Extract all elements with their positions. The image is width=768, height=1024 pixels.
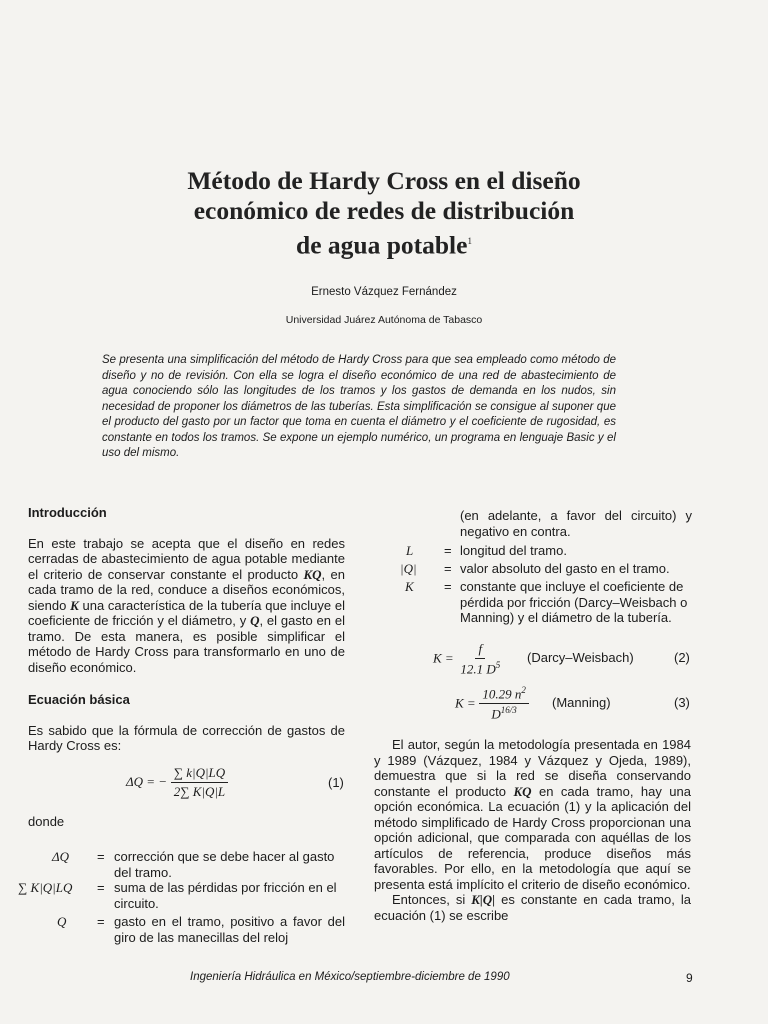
right-p2-text-a: Entonces, si (392, 892, 466, 907)
eq3-den-base: D (491, 706, 501, 722)
def-l-equals: = (444, 543, 452, 558)
def-absq-equals: = (444, 561, 452, 576)
right-paragraph-2 (374, 892, 691, 923)
def-q-symbol: Q (57, 914, 67, 929)
equation-3 (455, 685, 529, 723)
title-line-2: económico de redes de distribución (193, 196, 575, 225)
left-column (28, 505, 345, 754)
eq2-denominator (457, 659, 503, 677)
eq2-lhs: K = (433, 650, 454, 666)
eq2-den-base: 12.1 D (460, 661, 496, 677)
eq1-number: (1) (328, 775, 344, 790)
donde-label: donde (28, 814, 65, 829)
eq2-fraction (457, 641, 503, 677)
author-name: Ernesto Vázquez Fernández (311, 286, 457, 298)
title-line-3 (0, 226, 768, 261)
eq2-den-exponent: 5 (495, 660, 501, 670)
ecuacion-paragraph: Es sabido que la fórmula de corrección de gastos de Hardy Cross es: (28, 722, 345, 753)
def-q-equals: = (97, 914, 105, 929)
eq3-numerator (479, 685, 529, 704)
def-k-text: constante que incluye el coeficiente de pérdida por fricción (Darcy–Weisbach o Manning) y el diámetro de la tubería. (460, 579, 688, 625)
intro-kq: KQ (303, 566, 322, 582)
paper-title (0, 166, 768, 261)
right-p1-kq: KQ (513, 783, 532, 799)
def-q-continuation: (en adelante, a favor del circuito) y negativo en contra. (460, 508, 692, 539)
def-l-symbol: L (406, 543, 414, 558)
eq3-number: (3) (674, 695, 690, 710)
affiliation: Universidad Juárez Autónoma de Tabasco (285, 314, 483, 326)
title-line-3-text: de agua potable (296, 230, 468, 260)
def-dq-equals: = (97, 849, 105, 864)
title-line-1: Método de Hardy Cross en el diseño (187, 166, 581, 195)
eq2-number: (2) (674, 650, 690, 665)
eq3-denominator (488, 704, 519, 722)
right-p2-text-b: es constante en cada tramo, la ecuación (1) se escribe (374, 892, 691, 923)
abstract: Se presenta una simplificación del método de Hardy Cross para que sea empleado como método de diseño y no de revisión. Con ella se logra el diseño económico de una red de abastecimiento de agua conociendo sólo las longitudes de los tramos y los gastos de demanda en los nudos, sin necesidad de proponer los diámetros de las tuberías. Esta simplificación se consigue al suponer que el producto del gasto por un factor que toma en cuenta el diámetro y el coeficiente de rugosidad, es constante en todos los tramos. Se expone un ejemplo numérico, un programa en lenguaje Basic y el uso del mismo. (102, 354, 616, 459)
def-sum-equals: = (97, 880, 105, 895)
eq3-den-exponent: 16/3 (500, 705, 517, 716)
intro-k: K (70, 597, 79, 613)
footnote-mark: 1 (467, 236, 472, 246)
def-k-symbol: K (405, 579, 414, 594)
ecuacion-heading: Ecuación básica (28, 692, 130, 707)
def-sum-text: suma de las pérdidas por fricción en el circuito. (114, 880, 337, 911)
right-paragraph-1 (374, 737, 691, 892)
page-number: 9 (686, 971, 693, 985)
right-p1-text: El autor, según la metodología presentada en 1984 y 1989 (Vázquez, 1984 y Vázquez y Ojeda, 1989), demuestra que si la red se diseña conservando constante el producto (374, 737, 691, 799)
def-dq-text: corrección que se debe hacer al gasto del tramo. (114, 849, 335, 880)
eq3-lhs: K = (455, 695, 476, 711)
eq1-denominator: 2∑ K|Q|L (173, 784, 226, 799)
intro-q: Q (250, 613, 260, 628)
def-l-text: longitud del tramo. (460, 543, 567, 558)
intro-text-1: En este trabajo se acepta que el diseño en redes cerradas de abastecimiento de agua potable mediante el criterio de conservar constante el producto (28, 535, 345, 582)
eq1-lhs: ΔQ = − (126, 773, 168, 789)
def-sum-symbol: ∑ K|Q|LQ (18, 880, 73, 895)
intro-text-4: , el gasto en el tramo. De esta manera, es posible simplificar el método de Hardy Cross para transformarlo en uno de diseño económico. (28, 613, 345, 675)
right-p2-kq: K|Q| (471, 892, 496, 907)
equation-1 (126, 765, 228, 800)
def-dq-symbol: ΔQ (52, 849, 70, 864)
eq3-label: (Manning) (552, 695, 611, 710)
eq3-num-exponent: 2 (521, 685, 526, 695)
eq3-fraction (479, 685, 529, 723)
def-absq-text: valor absoluto del gasto en el tramo. (460, 561, 670, 576)
eq2-numerator: f (475, 641, 485, 659)
intro-heading: Introducción (28, 505, 107, 520)
equation-2 (433, 641, 503, 677)
right-body (374, 737, 691, 923)
journal-footer: Ingeniería Hidráulica en México/septiembre-diciembre de 1990 (190, 971, 510, 983)
def-q-text: gasto en el tramo, positivo a favor del giro de las manecillas del reloj (114, 914, 345, 945)
eq1-fraction (171, 765, 228, 800)
def-k-equals: = (444, 579, 452, 594)
right-p1-text-b: en cada tramo, hay una opción económica. La ecuación (1) y la aplicación del método simplificado de Hardy Cross proporcionan una opción adicional, que comparada con aquéllas de los artículos de referencia, produce diseños más favorables. Por ello, en la metodología que aquí se presenta está implícito el criterio de diseño económico. (374, 783, 691, 892)
eq1-numerator: ∑ k|Q|LQ (171, 765, 228, 783)
eq3-num-base: 10.29 n (482, 686, 522, 702)
eq2-label: (Darcy–Weisbach) (527, 650, 634, 665)
intro-text-3: una característica de la tubería que incluye el coeficiente de fricción y el diámetro, y (28, 597, 345, 628)
def-absq-symbol: |Q| (400, 561, 417, 576)
intro-text-2: , en cada tramo de la red, conduce a diseños económicos, siendo (28, 566, 345, 613)
intro-paragraph (28, 536, 345, 676)
